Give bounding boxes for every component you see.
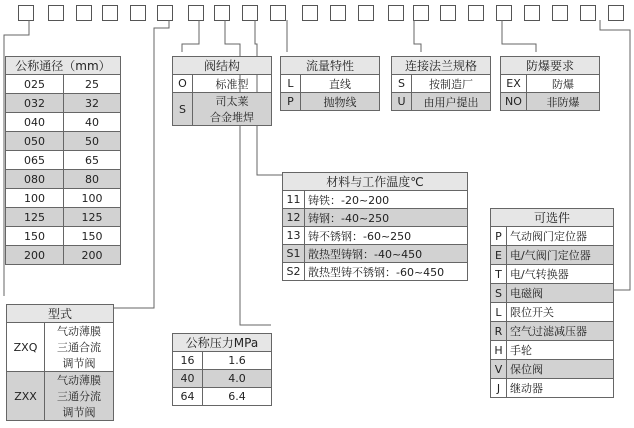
diameter-code: 125 [6, 208, 64, 227]
explosion-code: NO [501, 93, 527, 111]
flow-title: 流量特性 [281, 57, 380, 75]
type-title: 型式 [7, 305, 114, 323]
diameter-code: 025 [6, 75, 64, 94]
code-square [580, 5, 596, 21]
pressure-row [173, 352, 272, 370]
options-value: 电磁阀 [507, 284, 614, 303]
structure-table [172, 56, 272, 126]
explosion-row [501, 75, 600, 93]
code-square [608, 5, 624, 21]
code-square [524, 5, 540, 21]
pressure-code: 64 [173, 388, 203, 406]
flange-code: U [392, 93, 412, 111]
code-square [157, 5, 173, 21]
explosion-title: 防爆要求 [501, 57, 600, 75]
material-value: 散热型铸不锈钢：-60~450 [305, 263, 468, 281]
connector-flange [414, 20, 421, 52]
diameter-value: 40 [64, 113, 121, 132]
options-code: J [491, 379, 507, 398]
structure-row [173, 75, 272, 93]
material-value: 散热型铸钢：-40~450 [305, 245, 468, 263]
options-row [491, 227, 614, 246]
code-square [102, 5, 118, 21]
diameter-row [6, 227, 121, 246]
code-square [48, 5, 64, 21]
material-row [283, 227, 468, 245]
type-value: 气动薄膜 三通合流 调节阀 [45, 323, 114, 372]
flange-row [392, 75, 491, 93]
material-row [283, 263, 468, 281]
options-row [491, 303, 614, 322]
diameter-code: 040 [6, 113, 64, 132]
explosion-table [500, 56, 600, 111]
pressure-value: 6.4 [203, 388, 272, 406]
options-row [491, 265, 614, 284]
diameter-code: 050 [6, 132, 64, 151]
code-square [468, 5, 484, 21]
code-square [302, 5, 318, 21]
material-value: 铸钢：-40~250 [305, 209, 468, 227]
options-value: 限位开关 [507, 303, 614, 322]
diameter-row [6, 246, 121, 265]
material-code: 13 [283, 227, 305, 245]
diameter-value: 32 [64, 94, 121, 113]
flow-row [281, 75, 380, 93]
code-square [76, 5, 92, 21]
options-title: 可选件 [491, 209, 614, 227]
options-code: R [491, 322, 507, 341]
diameter-row [6, 208, 121, 227]
code-square [440, 5, 456, 21]
diameter-row [6, 75, 121, 94]
options-row [491, 360, 614, 379]
options-code: P [491, 227, 507, 246]
diameter-row [6, 132, 121, 151]
options-row [491, 341, 614, 360]
material-code: 11 [283, 191, 305, 209]
diameter-row [6, 94, 121, 113]
flange-value: 按制造厂 [412, 75, 491, 93]
material-row [283, 209, 468, 227]
flow-code: P [281, 93, 301, 111]
options-code: V [491, 360, 507, 379]
pressure-row [173, 370, 272, 388]
pressure-code: 40 [173, 370, 203, 388]
structure-value: 司太莱 合金堆焊 [193, 93, 272, 126]
code-square [188, 5, 204, 21]
flange-title: 连接法兰规格 [392, 57, 491, 75]
diameter-title: 公称通径（mm） [6, 57, 121, 75]
flange-value: 由用户提出 [412, 93, 491, 111]
structure-code: O [173, 75, 193, 93]
options-table [490, 208, 614, 398]
material-row [283, 245, 468, 263]
options-value: 电/气转换器 [507, 265, 614, 284]
pressure-value: 4.0 [203, 370, 272, 388]
explosion-code: EX [501, 75, 527, 93]
flow-code: L [281, 75, 301, 93]
type-value: 气动薄膜 三通分流 调节阀 [45, 372, 114, 421]
diameter-code: 032 [6, 94, 64, 113]
diameter-value: 200 [64, 246, 121, 265]
type-table [6, 304, 114, 421]
flow-row [281, 93, 380, 111]
diameter-row [6, 113, 121, 132]
type-code: ZXX [7, 372, 45, 421]
diameter-code: 065 [6, 151, 64, 170]
structure-row [173, 93, 272, 126]
material-table [282, 172, 468, 281]
options-value: 空气过滤减压器 [507, 322, 614, 341]
code-square [242, 5, 258, 21]
pressure-value: 1.6 [203, 352, 272, 370]
material-title: 材料与工作温度℃ [283, 173, 468, 191]
options-code: H [491, 341, 507, 360]
material-value: 铸不锈钢：-60~250 [305, 227, 468, 245]
diameter-code: 150 [6, 227, 64, 246]
diameter-value: 100 [64, 189, 121, 208]
code-square [358, 5, 374, 21]
flange-row [392, 93, 491, 111]
options-value: 电/气阀门定位器 [507, 246, 614, 265]
code-square [214, 5, 230, 21]
options-row [491, 379, 614, 398]
diameter-code: 080 [6, 170, 64, 189]
diameter-code: 100 [6, 189, 64, 208]
connector-structure [182, 20, 199, 52]
options-value: 继动器 [507, 379, 614, 398]
explosion-row [501, 93, 600, 111]
type-row [7, 372, 114, 421]
material-code: S2 [283, 263, 305, 281]
material-code: 12 [283, 209, 305, 227]
options-row [491, 322, 614, 341]
type-row [7, 323, 114, 372]
code-square [18, 5, 34, 21]
code-square [496, 5, 512, 21]
pressure-table [172, 333, 272, 406]
options-code: T [491, 265, 507, 284]
options-row [491, 246, 614, 265]
structure-value: 标准型 [193, 75, 272, 93]
material-code: S1 [283, 245, 305, 263]
pressure-row [173, 388, 272, 406]
explosion-value: 非防爆 [527, 93, 600, 111]
flow-value: 直线 [301, 75, 380, 93]
diameter-row [6, 189, 121, 208]
options-value: 保位阀 [507, 360, 614, 379]
diameter-value: 150 [64, 227, 121, 246]
options-code: S [491, 284, 507, 303]
diameter-value: 65 [64, 151, 121, 170]
code-square [130, 5, 146, 21]
diameter-code: 200 [6, 246, 64, 265]
flange-code: S [392, 75, 412, 93]
options-row [491, 284, 614, 303]
explosion-value: 防爆 [527, 75, 600, 93]
diameter-value: 80 [64, 170, 121, 189]
options-code: L [491, 303, 507, 322]
flange-table [391, 56, 491, 111]
material-row [283, 191, 468, 209]
type-code: ZXQ [7, 323, 45, 372]
options-value: 气动阀门定位器 [507, 227, 614, 246]
code-square [270, 5, 286, 21]
diameter-value: 125 [64, 208, 121, 227]
options-value: 手轮 [507, 341, 614, 360]
connector-explosion [502, 20, 536, 52]
diameter-table [5, 56, 121, 265]
material-value: 铸铁：-20~200 [305, 191, 468, 209]
options-code: E [491, 246, 507, 265]
code-square [330, 5, 346, 21]
diameter-row [6, 170, 121, 189]
structure-code: S [173, 93, 193, 126]
structure-title: 阀结构 [173, 57, 272, 75]
code-square [413, 5, 429, 21]
code-square [552, 5, 568, 21]
pressure-title: 公称压力MPa [173, 334, 272, 352]
flow-value: 抛物线 [301, 93, 380, 111]
diameter-value: 50 [64, 132, 121, 151]
diameter-value: 25 [64, 75, 121, 94]
diameter-row [6, 151, 121, 170]
pressure-code: 16 [173, 352, 203, 370]
code-square [388, 5, 404, 21]
flow-table [280, 56, 380, 111]
